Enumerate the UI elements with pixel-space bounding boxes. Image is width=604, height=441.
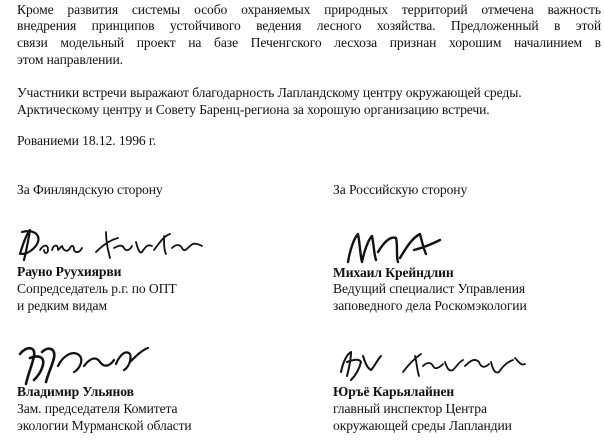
finnish-side-label: За Финляндскую сторону (17, 182, 163, 197)
paragraph-1-line-3: связи модельный проект на базе Печенгского лесхоза признан хорошим началинием в (17, 35, 601, 50)
signatory-title-kreindlin-line-2: заповедного дела Роскомэкологии (333, 298, 527, 313)
signatory-name-ruuhijarvi: Рауно Руухиярви (17, 264, 122, 279)
signatory-name-karjalainen: Юръё Карьялайнен (333, 384, 455, 399)
place-date: Рованиеми 18.12. 1996 г. (17, 133, 157, 148)
signatory-title-ruuhijarvi-line-2: и редким видам (17, 298, 107, 313)
signatory-title-ulyanov-line-2: экологии Мурманской области (17, 418, 192, 433)
signatory-title-karjalainen-line-1: главный инспектор Центра (333, 401, 487, 416)
signatory-title-karjalainen-line-2: окружающей среды Лапландии (333, 418, 512, 433)
signature-ruuhijarvi (14, 224, 214, 268)
paragraph-2-line-1: Участники встречи выражают благодарность Лапландскому центру окружающей среды. (17, 85, 522, 100)
signatory-name-kreindlin: Михаил Крейндлин (333, 265, 454, 280)
signature-karjalainen (335, 342, 535, 386)
signatory-title-ulyanov-line-1: Зам. председателя Комитета (17, 401, 178, 416)
signatory-title-kreindlin-line-1: Ведущий специалист Управления (333, 281, 526, 296)
paragraph-1-line-1: Кроме развития системы особо охраняемых природных территорий отмечена важность (17, 2, 601, 17)
russian-side-label: За Российскую сторону (333, 182, 468, 197)
paragraph-1-line-2: внедрения принципов устойчивого ведения лесного хозяйства. Предложенный в этой (17, 18, 601, 33)
signature-ulyanov (12, 340, 162, 390)
paragraph-2-line-2: Арктическому центру и Совету Баренц-региона за хорошую организацию встречи. (17, 102, 490, 117)
paragraph-1-line-4: этом направлении. (17, 52, 123, 67)
signatory-title-ruuhijarvi-line-1: Сопредседатель р.г. по ОПТ (17, 281, 177, 296)
signatory-name-ulyanov: Владимир Ульянов (17, 384, 134, 399)
